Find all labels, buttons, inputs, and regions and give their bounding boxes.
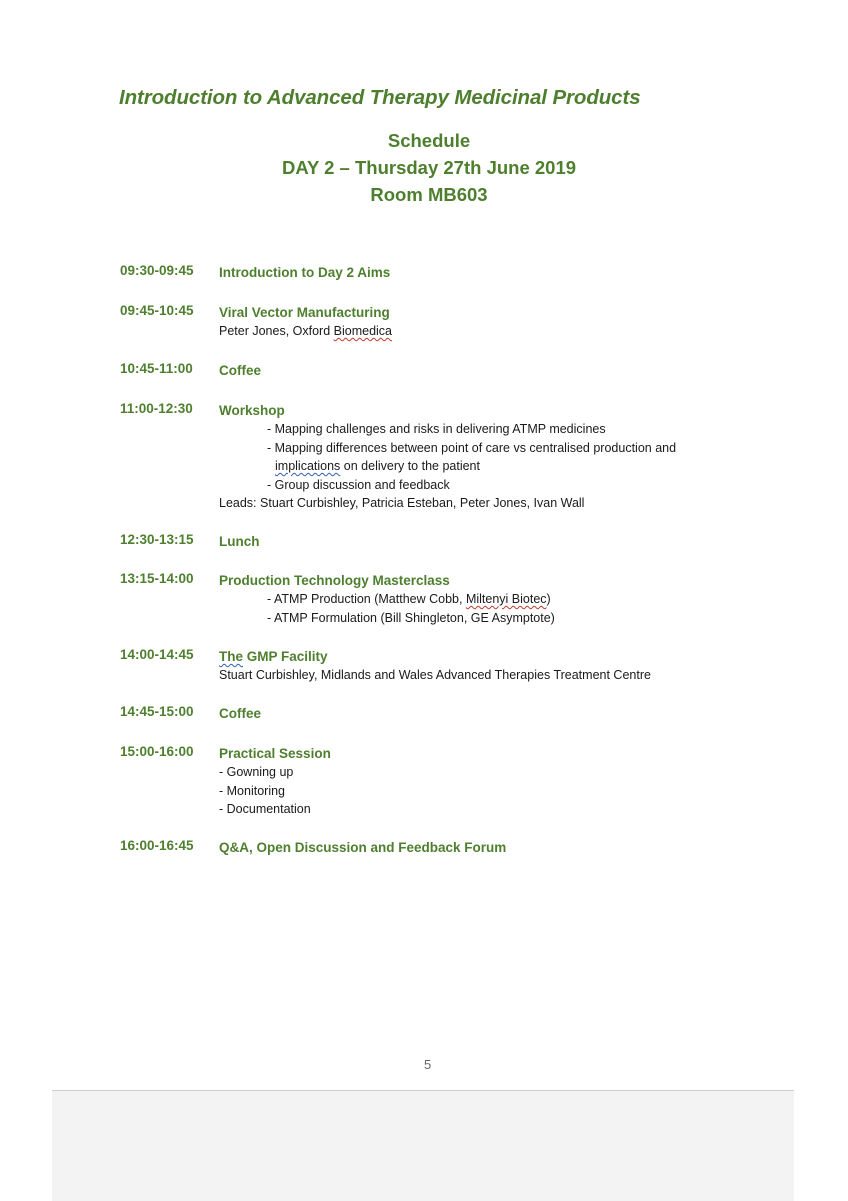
session-title: Q&A, Open Discussion and Feedback Forum <box>219 840 507 855</box>
session-time: 15:00-16:00 <box>120 744 194 759</box>
session-title: Production Technology Masterclass <box>219 573 450 588</box>
list-line: - Monitoring <box>219 783 285 798</box>
bullet-line: - Mapping challenges and risks in delivering ATMP medicines <box>267 422 606 436</box>
session-time: 14:00-14:45 <box>120 647 194 662</box>
session-title: Coffee <box>219 706 262 721</box>
speaker-line: Peter Jones, Oxford Biomedica <box>219 324 393 338</box>
leads-line: Leads: Stuart Curbishley, Patricia Esteban, Peter Jones, Ivan Wall <box>219 496 585 510</box>
session-time: 14:45-15:00 <box>120 704 194 719</box>
speaker-line: Stuart Curbishley, Midlands and Wales Advanced Therapies Treatment Centre <box>219 668 651 682</box>
grammar-underlined-word: The <box>219 649 244 664</box>
session-title: The GMP Facility <box>219 649 328 664</box>
day-heading: DAY 2 – Thursday 27th June 2019 <box>281 157 577 178</box>
session-time: 16:00-16:45 <box>120 838 194 853</box>
bullet-line: - ATMP Formulation (Bill Shingleton, GE Asymptote) <box>267 610 555 625</box>
session-time: 13:15-14:00 <box>120 571 194 586</box>
session-time: 09:30-09:45 <box>120 263 194 278</box>
session-title: Introduction to Day 2 Aims <box>219 265 391 280</box>
room-heading: Room MB603 <box>370 184 488 205</box>
grammar-underlined-word: implications <box>275 459 341 473</box>
list-line: - Documentation <box>219 802 311 816</box>
bullet-line: - Group discussion and feedback <box>267 477 450 492</box>
bullet-line: - ATMP Production (Matthew Cobb, Miltenyi Biotec) <box>267 592 551 606</box>
schedule-heading: Schedule <box>387 130 471 151</box>
list-line: - Gowning up <box>219 765 294 779</box>
document-title: Introduction to Advanced Therapy Medicinal Products <box>119 86 641 109</box>
spellcheck-underlined-word: Miltenyi Biotec <box>465 592 547 606</box>
session-title: Lunch <box>219 534 260 549</box>
session-time: 12:30-13:15 <box>120 532 194 547</box>
session-title: Workshop <box>219 403 285 418</box>
session-title: Practical Session <box>219 746 331 761</box>
session-time: 11:00-12:30 <box>120 401 193 416</box>
bullet-continuation: implications on delivery to the patient <box>275 459 480 473</box>
bullet-line: - Mapping differences between point of care vs centralised production and <box>267 440 677 455</box>
spellcheck-underlined-word: Biomedica <box>333 324 393 338</box>
session-title: Coffee <box>219 363 262 378</box>
page-bottom-edge <box>52 1090 794 1201</box>
session-time: 10:45-11:00 <box>120 361 193 376</box>
page-number: 5 <box>424 1057 432 1072</box>
session-title: Viral Vector Manufacturing <box>219 305 390 320</box>
session-time: 09:45-10:45 <box>120 303 194 318</box>
